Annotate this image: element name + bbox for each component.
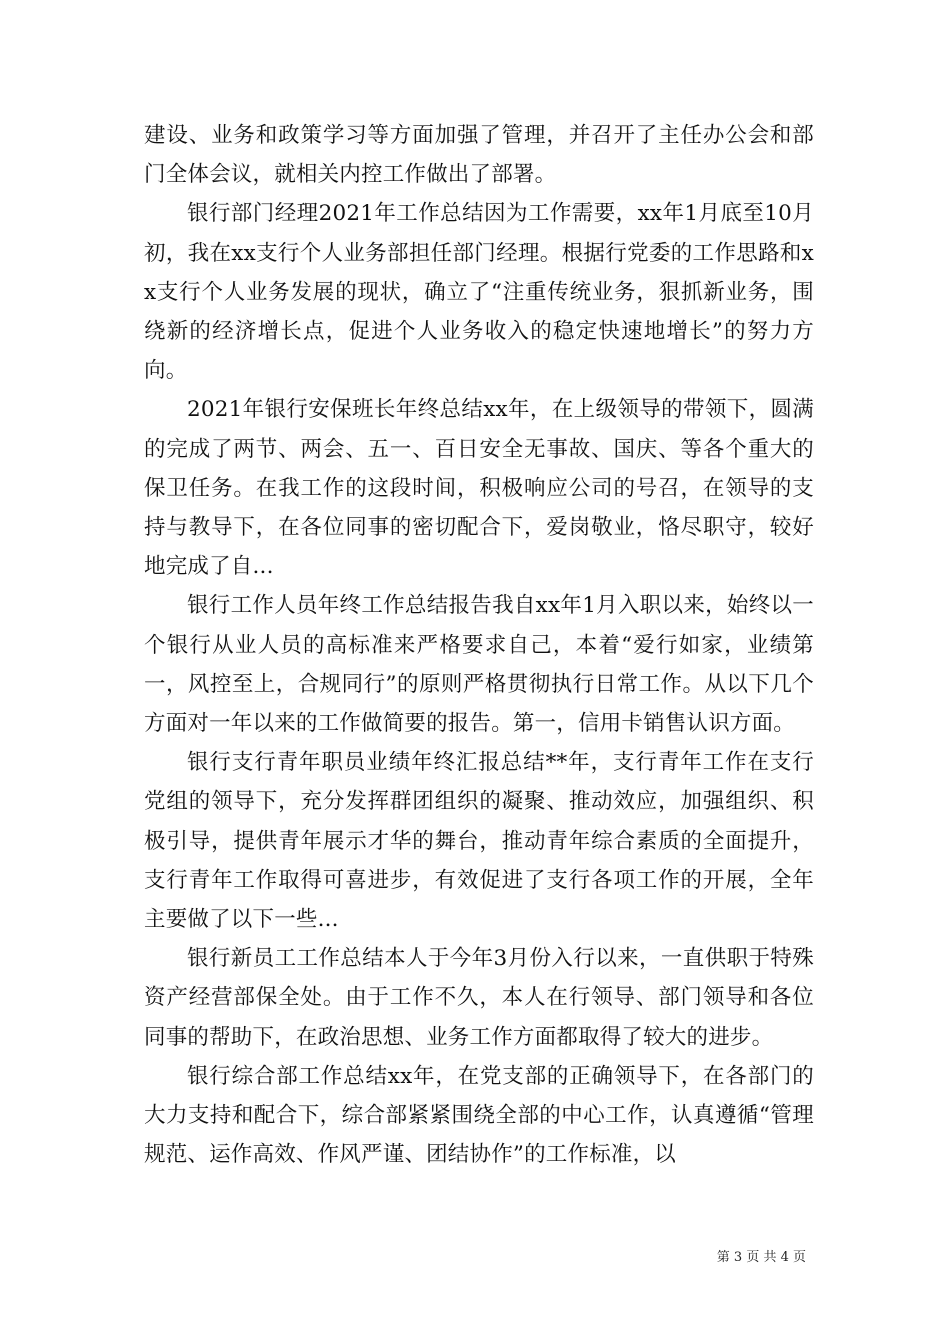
- paragraph-6: 银行新员工工作总结本人于今年3月份入行以来，一直供职于特殊资产经营部保全处。由于工作不久，本人在行领导、部门领导和各位同事的帮助下，在政治思想、业务工作方面都取得了较大的进步。: [144, 946, 814, 1050]
- paragraph-4: 银行工作人员年终工作总结报告我自xx年1月入职以来，始终以一个银行从业人员的高标准来严格要求自己，本着“爱行如家，业绩第一，风控至上，合规同行”的原则严格贯彻执行日常工作。从以下几个方面对一年以来的工作做简要的报告。第一，信用卡销售认识方面。: [144, 593, 814, 737]
- paragraph-5: 银行支行青年职员业绩年终汇报总结**年，支行青年工作在支行党组的领导下，充分发挥群团组织的凝聚、推动效应，加强组织、积极引导，提供青年展示才华的舞台，推动青年综合素质的全面提升，支行青年工作取得可喜进步，有效促进了支行各项工作的开展，全年主要做了以下一些...: [144, 750, 814, 933]
- paragraph-1: 建设、业务和政策学习等方面加强了管理，并召开了主任办公会和部门全体会议，就相关内控工作做出了部署。: [144, 123, 814, 188]
- document-body: [144, 116, 814, 1174]
- paragraph-2: 银行部门经理2021年工作总结因为工作需要，xx年1月底至10月初，我在xx支行个人业务部担任部门经理。根据行党委的工作思路和xx支行个人业务发展的现状，确立了“注重传统业务，狠抓新业务，围绕新的经济增长点，促进个人业务收入的稳定快速地增长”的努力方向。: [144, 201, 814, 384]
- paragraph-3: 2021年银行安保班长年终总结xx年，在上级领导的带领下，圆满的完成了两节、两会、五一、百日安全无事故、国庆、等各个重大的保卫任务。在我工作的这段时间，积极响应公司的号召，在领导的支持与教导下，在各位同事的密切配合下，爱岗敬业，恪尽职守，较好地完成了自...: [144, 397, 814, 580]
- paragraph-7: 银行综合部工作总结xx年，在党支部的正确领导下，在各部门的大力支持和配合下，综合部紧紧围绕全部的中心工作，认真遵循“管理规范、运作高效、作风严谨、团结协作”的工作标准，以: [144, 1063, 814, 1168]
- page-number-footer: 第 3 页 共 4 页: [716, 1250, 806, 1265]
